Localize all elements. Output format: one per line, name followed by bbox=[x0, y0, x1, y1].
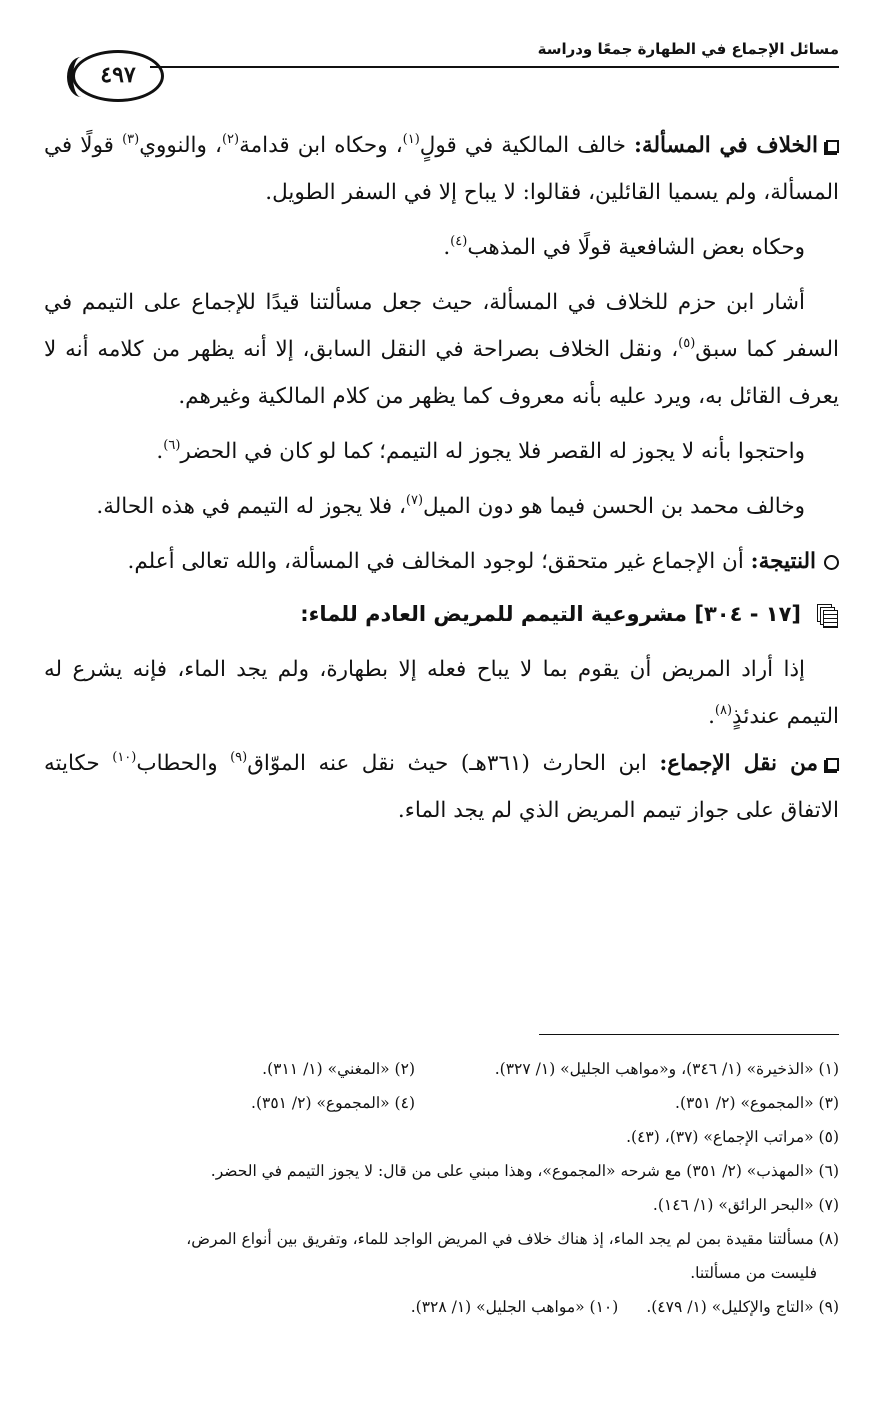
paragraph-text: ، فلا يجوز له التيمم في هذه الحالة. bbox=[96, 494, 406, 519]
paragraph-result bbox=[44, 538, 839, 585]
square-bullet-icon bbox=[826, 758, 839, 771]
header-rule bbox=[150, 66, 839, 68]
paragraph-text: قولًا في المسألة، ولم يسميا القائلين، فقالوا: لا يباح إلا في السفر الطويل. bbox=[44, 133, 839, 205]
footnote-ref: (٩) bbox=[230, 750, 248, 765]
footnote-ref: (٤) bbox=[450, 234, 468, 249]
paragraph-text: ابن الحارث (٣٦١هـ) حيث نقل عنه الموّاق bbox=[247, 751, 647, 776]
footnotes bbox=[78, 1052, 839, 1324]
footnote-ref: (٧) bbox=[405, 493, 424, 508]
paragraph-argument bbox=[44, 428, 839, 475]
footnote-row bbox=[78, 1086, 839, 1120]
paragraph-text: والحطاب bbox=[136, 751, 218, 776]
result-heading: النتيجة: bbox=[750, 549, 816, 574]
paragraph-text: إذا أراد المريض أن يقوم بما لا يباح فعله إلا بطهارة، ولم يجد الماء، فإنه يشرع له التيمم عندئذٍ bbox=[44, 657, 839, 729]
paragraph-text: ، والنووي bbox=[139, 133, 222, 158]
paragraph-text: خالف المالكية في قولٍ bbox=[419, 133, 626, 158]
section-heading-text: [١٧ - ٣٠٤] مشروعية التيمم للمريض العادم للماء: bbox=[300, 602, 801, 626]
footnote-5: (٥) «مراتب الإجماع» (٣٧)، (٤٣). bbox=[626, 1128, 839, 1146]
footnote-7: (٧) «البحر الرائق» (١/ ١٤٦). bbox=[652, 1196, 839, 1214]
paragraph-muhammad bbox=[44, 483, 839, 530]
footnote-9: (٩) «التاج والإكليل» (١/ ٤٧٩). bbox=[646, 1298, 839, 1316]
footnote-8: (٨) مسألتنا مقيدة بمن لم يجد الماء، إذ هناك خلاف في المريض الواجد للماء، وتفريق بين أنواع المرض، bbox=[186, 1230, 839, 1248]
footnote-row bbox=[78, 1052, 839, 1086]
paragraph-text: ، وحكاه ابن قدامة bbox=[239, 133, 403, 158]
paragraph-consensus-source bbox=[44, 740, 839, 834]
footnote-separator bbox=[539, 1034, 839, 1035]
footnote-8-continuation: فليست من مسألتنا. bbox=[690, 1264, 817, 1282]
paragraph-text: وحكاه بعض الشافعية قولًا في المذهب bbox=[467, 235, 805, 260]
footnote-ref: (٢) bbox=[221, 132, 240, 147]
paragraph-text: حكايته الاتفاق على جواز تيمم المريض الذي لم يجد الماء. bbox=[44, 751, 839, 823]
paragraph-text: أن الإجماع غير متحقق؛ لوجود المخالف في المسألة، والله تعالى أعلم. bbox=[127, 549, 744, 574]
disagreement-heading: الخلاف في المسألة: bbox=[634, 133, 818, 158]
footnote-ref: (٥) bbox=[678, 336, 696, 351]
footnote-6: (٦) «المهذب» (٢/ ٣٥١) مع شرحه «المجموع»، وهذا مبني على من قال: لا يجوز التيمم في الحضر. bbox=[210, 1162, 839, 1180]
consensus-heading: من نقل الإجماع: bbox=[659, 751, 818, 776]
square-bullet-icon bbox=[826, 140, 839, 153]
footnote-3: (٣) «المجموع» (٢/ ٣٥١). bbox=[675, 1094, 839, 1112]
paragraph-text: واحتجوا بأنه لا يجوز له القصر فلا يجوز له التيمم؛ كما لو كان في الحضر bbox=[180, 439, 805, 464]
paragraph-shafii bbox=[44, 224, 839, 271]
paragraph-text: . bbox=[708, 704, 715, 729]
paragraph-text: أشار ابن حزم للخلاف في المسألة، حيث جعل مسألتنا قيدًا للإجماع على التيمم في السفر كما سبق bbox=[44, 290, 839, 362]
footnote-ref: (٨) bbox=[714, 703, 733, 718]
documents-icon bbox=[817, 604, 839, 626]
page-number-ornament bbox=[72, 50, 164, 102]
footnote-1: (١) «الذخيرة» (١/ ٣٤٦)، و«مواهب الجليل» (١/ ٣٢٧). bbox=[494, 1060, 839, 1078]
paragraph-text: . bbox=[156, 439, 164, 464]
running-header-title: مسائل الإجماع في الطهارة جمعًا ودراسة bbox=[537, 40, 839, 58]
footnote-row bbox=[78, 1290, 839, 1324]
footnote-ref: (١٠) bbox=[112, 750, 137, 765]
page-number: ٤٩٧ bbox=[100, 62, 136, 88]
footnote-2: (٢) «المغني» (١/ ٣١١). bbox=[262, 1060, 415, 1078]
footnote-10: (١٠) «مواهب الجليل» (١/ ٣٢٨). bbox=[410, 1298, 619, 1316]
paragraph-text: وخالف محمد بن الحسن فيما هو دون الميل bbox=[423, 494, 805, 519]
footnote-ref: (٦) bbox=[163, 438, 181, 453]
footnote-ref: (١) bbox=[402, 132, 420, 147]
circle-bullet-icon bbox=[824, 555, 839, 570]
footnote-ref: (٣) bbox=[122, 132, 140, 147]
paragraph-disagreement bbox=[44, 122, 839, 216]
footnote-4: (٤) «المجموع» (٢/ ٣٥١). bbox=[251, 1094, 415, 1112]
paragraph-text: . bbox=[443, 235, 451, 260]
paragraph-text: ، ونقل الخلاف بصراحة في النقل السابق، إلا أنه يظهر من كلامه أنه لا يعرف القائل به، ويرد عليه بأنه معروف كما يظهر من كلام المالكية وغيرهم. bbox=[44, 337, 839, 409]
main-text bbox=[44, 122, 839, 834]
section-heading bbox=[44, 591, 839, 638]
paragraph-ibn-hazm bbox=[44, 279, 839, 420]
paragraph-sick-person bbox=[44, 646, 839, 740]
